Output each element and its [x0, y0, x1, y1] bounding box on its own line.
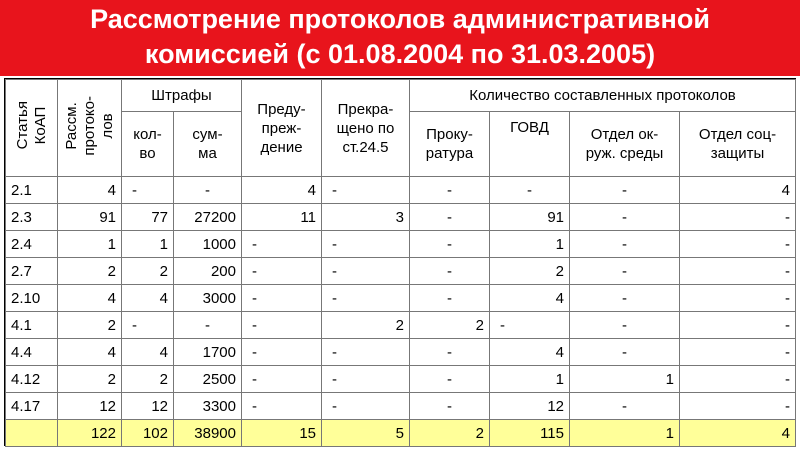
- cell-article: 2.4: [6, 231, 58, 258]
- cell-warning: -: [242, 339, 322, 366]
- table-row: [6, 393, 796, 420]
- cell-sum: -: [174, 177, 242, 204]
- cell-prosecutor: -: [410, 177, 490, 204]
- total-terminated: 5: [322, 420, 410, 447]
- cell-warning: -: [242, 312, 322, 339]
- cell-prosecutor: -: [410, 231, 490, 258]
- total-row: [6, 420, 796, 447]
- cell-article: 4.17: [6, 393, 58, 420]
- protocols-table: [5, 79, 796, 447]
- cell-govd: 4: [490, 339, 570, 366]
- title-line-2: комиссией (с 01.08.2004 по 31.03.2005): [144, 39, 656, 69]
- header-env-dept: Отдел ок- руж. среды: [570, 112, 680, 177]
- cell-social: -: [680, 339, 796, 366]
- cell-count: 2: [122, 366, 174, 393]
- cell-warning: 11: [242, 204, 322, 231]
- header-reviewed: Рассм. протоко- лов: [58, 80, 122, 177]
- total-warning: 15: [242, 420, 322, 447]
- cell-govd: -: [490, 177, 570, 204]
- cell-count: 12: [122, 393, 174, 420]
- header-warning: Преду- преж- дение: [242, 80, 322, 177]
- cell-govd: 4: [490, 285, 570, 312]
- header-fines-sum: сум- ма: [174, 112, 242, 177]
- cell-terminated: -: [322, 366, 410, 393]
- cell-reviewed: 91: [58, 204, 122, 231]
- cell-warning: -: [242, 285, 322, 312]
- cell-prosecutor: -: [410, 366, 490, 393]
- cell-social: 4: [680, 177, 796, 204]
- header-prosecutor: Проку- ратура: [410, 112, 490, 177]
- cell-sum: 2500: [174, 366, 242, 393]
- cell-article: 2.1: [6, 177, 58, 204]
- cell-social: -: [680, 285, 796, 312]
- total-article: [6, 420, 58, 447]
- header-terminated: Прекра- щено по ст.24.5: [322, 80, 410, 177]
- cell-sum: 200: [174, 258, 242, 285]
- cell-prosecutor: -: [410, 204, 490, 231]
- cell-count: 4: [122, 339, 174, 366]
- cell-env: 1: [570, 366, 680, 393]
- header-protocols-count: Количество составленных протоколов: [410, 80, 796, 112]
- cell-terminated: -: [322, 231, 410, 258]
- cell-social: -: [680, 366, 796, 393]
- cell-env: -: [570, 312, 680, 339]
- total-govd: 115: [490, 420, 570, 447]
- cell-social: -: [680, 204, 796, 231]
- cell-reviewed: 2: [58, 312, 122, 339]
- cell-article: 2.10: [6, 285, 58, 312]
- cell-reviewed: 2: [58, 258, 122, 285]
- title-line-1: Рассмотрение протоколов административной: [90, 4, 710, 34]
- cell-reviewed: 12: [58, 393, 122, 420]
- cell-social: -: [680, 231, 796, 258]
- cell-warning: 4: [242, 177, 322, 204]
- table-row: [6, 231, 796, 258]
- cell-social: -: [680, 393, 796, 420]
- cell-sum: -: [174, 312, 242, 339]
- cell-env: -: [570, 258, 680, 285]
- cell-reviewed: 2: [58, 366, 122, 393]
- total-reviewed: 122: [58, 420, 122, 447]
- cell-terminated: 2: [322, 312, 410, 339]
- cell-warning: -: [242, 258, 322, 285]
- cell-terminated: -: [322, 393, 410, 420]
- cell-env: -: [570, 204, 680, 231]
- total-sum: 38900: [174, 420, 242, 447]
- cell-terminated: -: [322, 258, 410, 285]
- cell-reviewed: 4: [58, 285, 122, 312]
- cell-govd: 1: [490, 366, 570, 393]
- table-row: [6, 339, 796, 366]
- cell-sum: 3300: [174, 393, 242, 420]
- cell-article: 2.3: [6, 204, 58, 231]
- header-govd: ГОВД: [490, 112, 570, 177]
- cell-prosecutor: -: [410, 258, 490, 285]
- cell-sum: 3000: [174, 285, 242, 312]
- total-prosecutor: 2: [410, 420, 490, 447]
- cell-reviewed: 4: [58, 339, 122, 366]
- cell-count: -: [122, 312, 174, 339]
- table-row: [6, 366, 796, 393]
- cell-sum: 1000: [174, 231, 242, 258]
- cell-prosecutor: -: [410, 285, 490, 312]
- header-fines-count: кол- во: [122, 112, 174, 177]
- total-social: 4: [680, 420, 796, 447]
- cell-terminated: -: [322, 339, 410, 366]
- cell-prosecutor: -: [410, 339, 490, 366]
- header-article: Статья КоАП: [6, 80, 58, 177]
- cell-article: 4.12: [6, 366, 58, 393]
- cell-terminated: -: [322, 177, 410, 204]
- header-social-dept: Отдел соц- защиты: [680, 112, 796, 177]
- cell-article: 4.1: [6, 312, 58, 339]
- table-row: [6, 312, 796, 339]
- cell-govd: 12: [490, 393, 570, 420]
- cell-count: -: [122, 177, 174, 204]
- cell-social: -: [680, 312, 796, 339]
- cell-count: 1: [122, 231, 174, 258]
- cell-env: -: [570, 393, 680, 420]
- cell-article: 4.4: [6, 339, 58, 366]
- cell-reviewed: 4: [58, 177, 122, 204]
- cell-social: -: [680, 258, 796, 285]
- cell-count: 2: [122, 258, 174, 285]
- cell-prosecutor: -: [410, 393, 490, 420]
- cell-env: -: [570, 177, 680, 204]
- cell-terminated: -: [322, 285, 410, 312]
- total-env: 1: [570, 420, 680, 447]
- table-row: [6, 258, 796, 285]
- cell-terminated: 3: [322, 204, 410, 231]
- cell-count: 4: [122, 285, 174, 312]
- cell-govd: 1: [490, 231, 570, 258]
- cell-prosecutor: 2: [410, 312, 490, 339]
- cell-env: -: [570, 231, 680, 258]
- protocols-table-container: [4, 78, 796, 446]
- cell-warning: -: [242, 393, 322, 420]
- cell-env: -: [570, 285, 680, 312]
- table-row: [6, 177, 796, 204]
- slide-title: [0, 2, 800, 72]
- cell-warning: -: [242, 231, 322, 258]
- cell-govd: 2: [490, 258, 570, 285]
- cell-sum: 27200: [174, 204, 242, 231]
- cell-env: -: [570, 339, 680, 366]
- cell-article: 2.7: [6, 258, 58, 285]
- cell-govd: -: [490, 312, 570, 339]
- table-row: [6, 204, 796, 231]
- cell-reviewed: 1: [58, 231, 122, 258]
- cell-warning: -: [242, 366, 322, 393]
- header-fines: Штрафы: [122, 80, 242, 112]
- table-row: [6, 285, 796, 312]
- cell-sum: 1700: [174, 339, 242, 366]
- cell-count: 77: [122, 204, 174, 231]
- cell-govd: 91: [490, 204, 570, 231]
- total-count: 102: [122, 420, 174, 447]
